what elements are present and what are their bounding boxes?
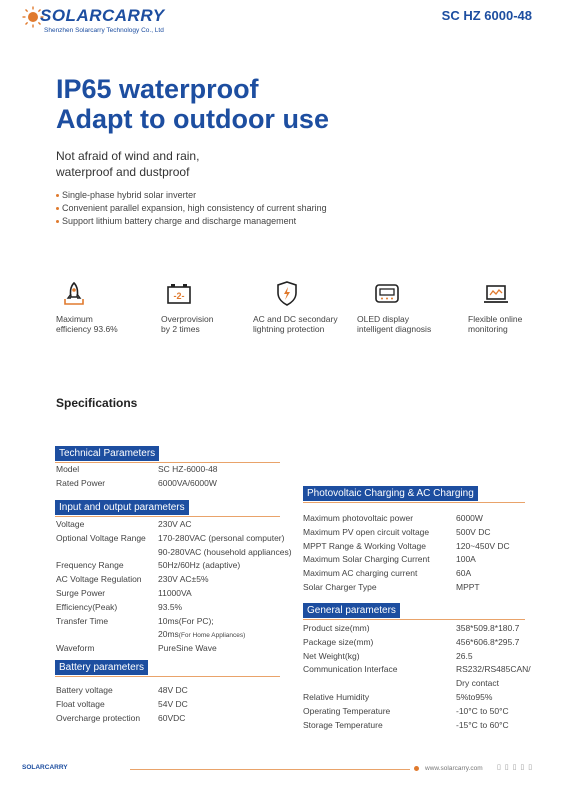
table-row: Waveform PureSine Wave [56,643,217,654]
feature-efficiency-line1: Maximum [56,314,93,324]
table-row: Efficiency(Peak) 93.5% [56,601,183,612]
feature-lightning-line1: AC and DC secondary [253,314,338,324]
pv-charging-table [303,513,510,596]
laptop-icon [482,280,510,308]
general-parameters-header: General parameters [303,603,400,618]
specifications-title: Specifications [56,396,138,410]
hero-tagline-line2: waterproof and dustproof [56,165,190,179]
footer-social-icons: ▯ ▯ ▯ ▯ ▯ [497,764,534,771]
model-code: SC HZ 6000-48 [441,8,532,23]
table-row: Product size(mm) 358*509.8*180.7 [303,623,520,633]
hero-title-line2: Adapt to outdoor use [56,104,329,134]
oled-display-icon [373,280,401,308]
battery-parameters-header: Battery parameters [55,660,148,675]
pv-charging-header: Photovoltaic Charging & AC Charging [303,486,478,501]
pv-charging-rule [303,502,525,503]
table-row: Dry contact [456,678,499,689]
battery-parameters-table [56,685,188,726]
table-row: Voltage 230V AC [56,519,192,529]
footer-dot [414,766,419,771]
battery-parameters-rule [55,676,280,677]
io-parameters-table [56,519,292,657]
table-row: MPPT Range & Working Voltage 120~450V DC [303,540,510,551]
general-parameters-rule [303,619,525,620]
rocket-icon [60,280,88,308]
table-row: AC Voltage Regulation 230V AC±5% [56,574,209,585]
table-row: Optional Voltage Range 170-280VAC (personal computer) [56,532,285,543]
feature-overprovision-line1: Overprovision [161,314,214,324]
feature-lightning-line2: lightning protection [253,324,325,334]
general-parameters-table [303,623,531,733]
lightning-shield-icon [273,280,301,308]
table-row: 90-280VAC (household appliances) [158,546,292,557]
feature-efficiency [56,280,156,334]
table-row: Operating Temperature -10°C to 50°C [303,705,509,716]
table-row: Communication Interface RS232/RS485CAN/ [303,664,531,675]
table-row: Storage Temperature -15°C to 60°C [303,719,509,730]
feature-monitoring-line1: Flexible online [468,314,523,324]
hero-tagline [56,148,316,180]
feature-bullets [56,189,327,228]
io-parameters-header: Input and output parameters [55,500,189,515]
table-row: Maximum Solar Charging Current 100A [303,554,476,565]
feature-overprovision [161,280,261,334]
table-row: Model SC HZ-6000-48 [56,464,218,474]
company-name: Shenzhen Solarcarry Technology Co., Ltd [44,27,164,34]
table-row: Rated Power 6000VA/6000W [56,477,217,488]
table-row: Package size(mm) 456*606.8*295.7 [303,636,520,647]
table-row: Maximum AC charging current 60A [303,568,472,579]
feature-oled-line1: OLED display [357,314,409,324]
table-row: Net Weight(kg) 26.5 [303,650,473,661]
table-row: Maximum photovoltaic power 6000W [303,513,483,523]
footer-rule [130,769,410,770]
table-row: 20ms(For Home Appliances) [158,629,246,640]
bullet-item: Single-phase hybrid solar inverter [56,189,327,202]
io-parameters-rule [55,516,280,517]
bullet-item: Support lithium battery charge and discharge management [56,215,327,228]
table-row: Frequency Range 50Hz/60Hz (adaptive) [56,560,241,571]
feature-monitoring-line2: monitoring [468,324,508,334]
table-row: Surge Power 11000VA [56,587,192,598]
table-row: Overcharge protection 60VDC [56,712,186,723]
technical-parameters-header: Technical Parameters [55,446,159,461]
brand-name: SOLARCARRY [40,6,165,25]
table-row: Battery voltage 48V DC [56,685,188,695]
feature-efficiency-line2: efficiency 93.6% [56,324,118,334]
hero-tagline-line1: Not afraid of wind and rain, [56,149,200,163]
table-row: Float voltage 54V DC [56,698,188,709]
technical-parameters-rule [55,462,280,463]
footer-url[interactable]: www.solarcarry.com [425,765,483,772]
technical-parameters-table [56,464,218,492]
svg-text:-2-: -2- [173,291,185,301]
feature-oled [357,280,457,334]
feature-lightning [253,280,353,334]
table-row: Relative Humidity 5%to95% [303,691,493,702]
feature-oled-line2: intelligent diagnosis [357,324,432,334]
table-row: Transfer Time 10ms(For PC); [56,615,214,626]
battery-icon [165,280,193,308]
feature-monitoring [468,280,568,334]
bullet-item: Convenient parallel expansion, high consistency of current sharing [56,202,327,215]
table-row: Maximum PV open circuit voltage 500V DC [303,526,491,537]
footer-brand: SOLARCARRY [22,764,68,771]
feature-overprovision-line2: by 2 times [161,324,200,334]
hero-title-line1: IP65 waterproof [56,74,259,104]
table-row: Solar Charger Type MPPT [303,581,480,592]
